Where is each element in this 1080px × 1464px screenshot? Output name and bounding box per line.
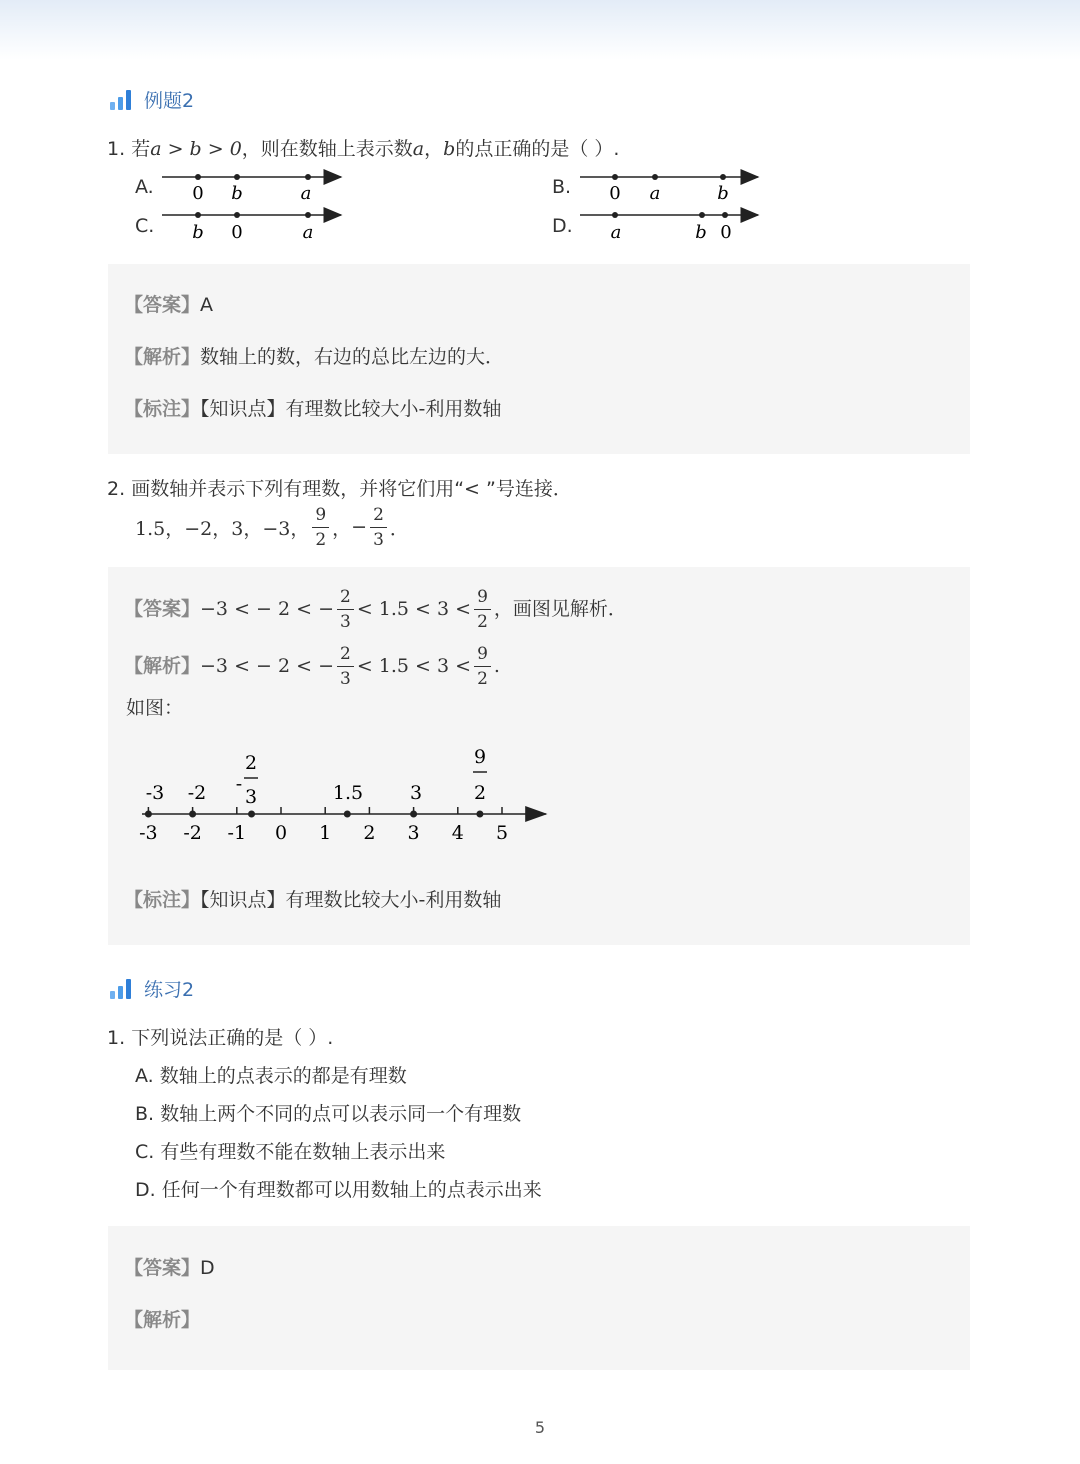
figure-caption: 如图：	[126, 697, 184, 719]
q2-answer-line	[124, 584, 627, 634]
axis-point	[189, 811, 196, 818]
section-title: 练习2	[144, 979, 195, 1001]
axis-point	[344, 811, 351, 818]
page-number: 5	[534, 1418, 546, 1437]
answer-suffix: ，画图见解析．	[493, 598, 627, 620]
q1-answer-line	[124, 293, 213, 317]
axis-tick-label: 3	[407, 822, 420, 844]
top-frac-pos-den: 2	[473, 782, 487, 804]
top-frac-neg-den: 3	[244, 786, 258, 808]
section-header-example	[110, 86, 194, 113]
option-c-label-0: 0	[231, 222, 243, 243]
fraction-two-thirds	[337, 587, 354, 632]
option-b-label-b: b	[717, 183, 729, 204]
stem-text: 的点正确的是（ ）.	[455, 138, 620, 160]
fraction-numerator: 2	[370, 505, 387, 528]
fraction-numerator: 9	[474, 644, 491, 667]
practice-option-b: B. 数轴上两个不同的点可以表示同一个有理数	[135, 1103, 522, 1125]
question-number: 1.	[107, 138, 126, 160]
stem-text: 下列说法正确的是（ ）.	[131, 1027, 334, 1049]
axis-tick-label: -2	[183, 822, 202, 844]
answer-chain-part: < 1.5 < 3 <	[356, 598, 472, 620]
fraction-nine-halves	[474, 587, 491, 632]
option-a-label-0: 0	[192, 183, 204, 204]
practice-analysis-line	[124, 1308, 200, 1332]
bar-chart-icon	[110, 90, 131, 110]
option-a-number-line	[162, 174, 341, 204]
section-title: 例题2	[144, 90, 195, 112]
analysis-chain-part: < 1.5 < 3 <	[356, 655, 472, 677]
answer-chain-part: −3 < − 2 < −	[200, 598, 334, 620]
axis-tick-labels	[139, 822, 508, 844]
top-label-neg-sign: -	[235, 773, 243, 795]
option-a-letter: A.	[135, 176, 154, 198]
analysis-tag: 【解析】	[124, 346, 201, 368]
answer-tag: 【答案】	[124, 294, 201, 316]
practice-option-c: C. 有些有理数不能在数轴上表示出来	[135, 1141, 446, 1163]
practice-question-1-stem	[107, 1026, 333, 1050]
analysis-suffix: .	[493, 655, 500, 677]
note-text: 【知识点】有理数比较大小-利用数轴	[200, 889, 502, 911]
option-b-label-a: a	[649, 183, 661, 204]
answer-tag: 【答案】	[124, 1257, 201, 1279]
answer-tag: 【答案】	[124, 598, 201, 620]
question-number: 2.	[107, 478, 126, 500]
numbers-text: 1.5，−2，3，−3，	[135, 517, 310, 540]
practice-answer-box	[108, 1226, 970, 1370]
note-text: 【知识点】有理数比较大小-利用数轴	[200, 398, 502, 420]
bar-chart-icon	[110, 979, 131, 999]
fraction-two-thirds	[337, 644, 354, 689]
option-d-label-a: a	[610, 222, 622, 243]
number-line-figure	[130, 740, 570, 850]
fraction-nine-halves	[474, 644, 491, 689]
top-label-neg2: -2	[187, 782, 207, 804]
note-tag: 【标注】	[124, 889, 201, 911]
axis-tick-label: -3	[139, 822, 158, 844]
option-d-letter: D.	[552, 215, 573, 237]
top-frac-pos-num: 9	[473, 746, 487, 768]
fraction-denominator: 3	[373, 529, 384, 550]
axis-tick-label: 2	[363, 822, 376, 844]
axis-tick-label: 0	[274, 822, 288, 844]
analysis-chain-part: −3 < − 2 < −	[200, 655, 334, 677]
analysis-text: 数轴上的数，右边的总比左边的大．	[200, 346, 505, 368]
top-label-neg3: -3	[145, 782, 165, 804]
stem-math: a > b > 0	[150, 138, 242, 160]
section-header-practice	[110, 975, 194, 1002]
top-decorative-band	[0, 0, 1080, 60]
fraction-denominator: 2	[315, 529, 327, 550]
q1-analysis-line	[124, 345, 504, 369]
option-c-letter: C.	[135, 215, 155, 237]
option-c-label-b: b	[192, 222, 204, 243]
axis-tick-label: -1	[227, 822, 247, 844]
question-1-stem	[107, 137, 619, 161]
fraction-numerator: 2	[337, 587, 354, 610]
question-2-stem	[107, 477, 572, 501]
practice-answer-line	[124, 1256, 215, 1280]
answer-value: D	[200, 1257, 215, 1279]
axis-point	[476, 811, 483, 818]
q2-analysis-line	[124, 641, 500, 691]
q1-note-line	[124, 397, 501, 421]
analysis-tag: 【解析】	[124, 1309, 201, 1331]
axis-tick-label: 1	[319, 822, 332, 844]
note-tag: 【标注】	[124, 398, 201, 420]
fraction-denominator: 2	[477, 611, 488, 632]
fraction-numerator: 9	[312, 505, 329, 528]
option-number-lines	[0, 160, 1080, 250]
fraction-denominator: 3	[340, 668, 351, 689]
option-b-label-0: 0	[609, 183, 621, 204]
minus-sign: −	[351, 516, 368, 538]
practice-option-a: A. 数轴上的点表示的都是有理数	[135, 1065, 407, 1087]
axis-tick-label: 4	[451, 822, 464, 844]
top-frac-neg-num: 2	[244, 752, 258, 774]
stem-var-b: b	[443, 138, 456, 160]
fraction-two-thirds	[370, 505, 387, 550]
option-d-label-b: b	[695, 222, 707, 243]
top-label-1-5: 1.5	[332, 782, 364, 804]
option-a-label-a: a	[300, 183, 312, 204]
stem-text: ，	[424, 138, 444, 160]
end-mark: ．	[389, 517, 409, 540]
practice-option-d: D. 任何一个有理数都可以用数轴上的点表示出来	[135, 1179, 542, 1201]
question-2-numbers	[135, 502, 409, 552]
fraction-nine-halves	[312, 505, 329, 550]
axis-point	[248, 811, 255, 818]
option-d-number-line	[580, 212, 758, 243]
option-c-number-line	[162, 212, 341, 243]
option-b-letter: B.	[552, 176, 572, 198]
fraction-numerator: 2	[337, 644, 354, 667]
question-number: 1.	[107, 1027, 126, 1049]
fraction-denominator: 3	[340, 611, 351, 632]
axis-point	[410, 811, 417, 818]
option-d-label-0: 0	[720, 222, 732, 243]
option-b-number-line	[580, 174, 758, 204]
fraction-numerator: 9	[474, 587, 491, 610]
analysis-tag: 【解析】	[124, 655, 201, 677]
axis-tick-label: 5	[495, 822, 509, 844]
separator: ，	[332, 517, 352, 540]
stem-text: 若	[131, 138, 151, 160]
q2-note-line	[124, 888, 501, 912]
answer-value: A	[200, 294, 214, 316]
axis-ticks	[148, 807, 502, 814]
axis-point	[145, 811, 152, 818]
option-c-label-a: a	[302, 222, 314, 243]
fraction-denominator: 2	[477, 668, 488, 689]
stem-text: 画数轴并表示下列有理数，并将它们用“< ”号连接．	[131, 478, 572, 500]
top-label-3: 3	[409, 782, 423, 804]
option-a-label-b: b	[231, 183, 243, 204]
stem-text: ，则在数轴上表示数	[241, 138, 413, 160]
stem-var-a: a	[412, 138, 425, 160]
